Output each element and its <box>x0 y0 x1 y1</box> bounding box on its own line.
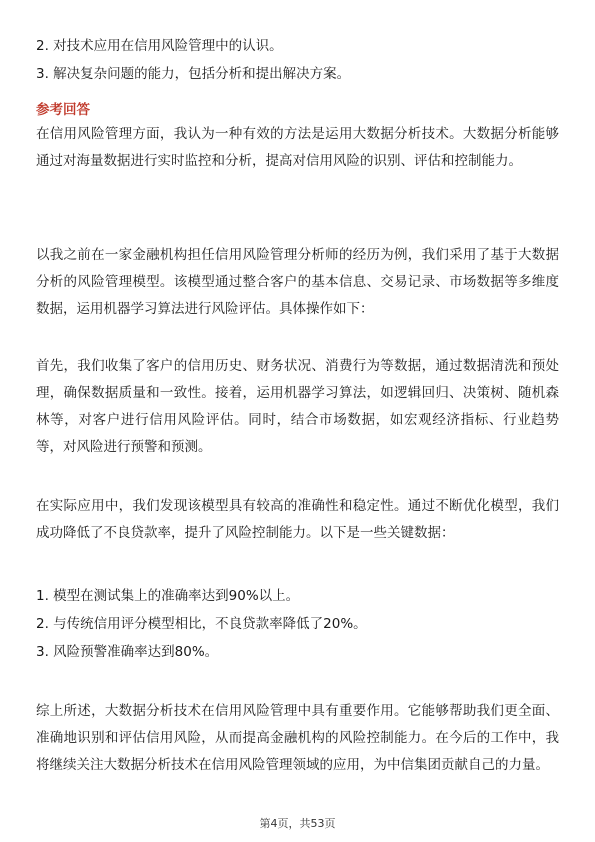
paragraph-results: 在实际应用中，我们发现该模型具有较高的准确性和稳定性。通过不断优化模型，我们成功降低了不良贷款率，提升了风险控制能力。以下是一些关键数据： <box>36 498 559 541</box>
top-list-item-3: 3. 解决复杂问题的能力，包括分析和提出解决方案。 <box>36 66 351 82</box>
top-list-item-2: 2. 对技术应用在信用风险管理中的认识。 <box>36 38 283 54</box>
key-data-item-3: 3. 风险预警准确率达到80%。 <box>36 644 219 660</box>
paragraph-experience: 以我之前在一家金融机构担任信用风险管理分析师的经历为例，我们采用了基于大数据分析的风险管理模型。该模型通过整合客户的基本信息、交易记录、市场数据等多维度数据，运用机器学习算法进行风险评估。具体操作如下： <box>36 247 559 317</box>
paragraph-steps: 首先，我们收集了客户的信用历史、财务状况、消费行为等数据，通过数据清洗和预处理，确保数据质量和一致性。接着，运用机器学习算法，如逻辑回归、决策树、随机森林等，对客户进行信用风险评估。同时，结合市场数据，如宏观经济指标、行业趋势等，对风险进行预警和预测。 <box>36 358 559 455</box>
paragraph-conclusion: 综上所述，大数据分析技术在信用风险管理中具有重要作用。它能够帮助我们更全面、准确地识别和评估信用风险，从而提高金融机构的风险控制能力。在今后的工作中，我将继续关注大数据分析技术在信用风险管理领域的应用，为中信集团贡献自己的力量。 <box>36 703 559 773</box>
key-data-item-2: 2. 与传统信用评分模型相比，不良贷款率降低了20%。 <box>36 616 367 632</box>
key-data-item-1: 1. 模型在测试集上的准确率达到90%以上。 <box>36 588 300 604</box>
section-heading: 参考回答 <box>36 102 90 118</box>
page-footer: 第4页，共53页 <box>259 817 336 830</box>
paragraph-intro: 在信用风险管理方面，我认为一种有效的方法是运用大数据分析技术。大数据分析能够通过对海量数据进行实时监控和分析，提高对信用风险的识别、评估和控制能力。 <box>36 126 559 169</box>
